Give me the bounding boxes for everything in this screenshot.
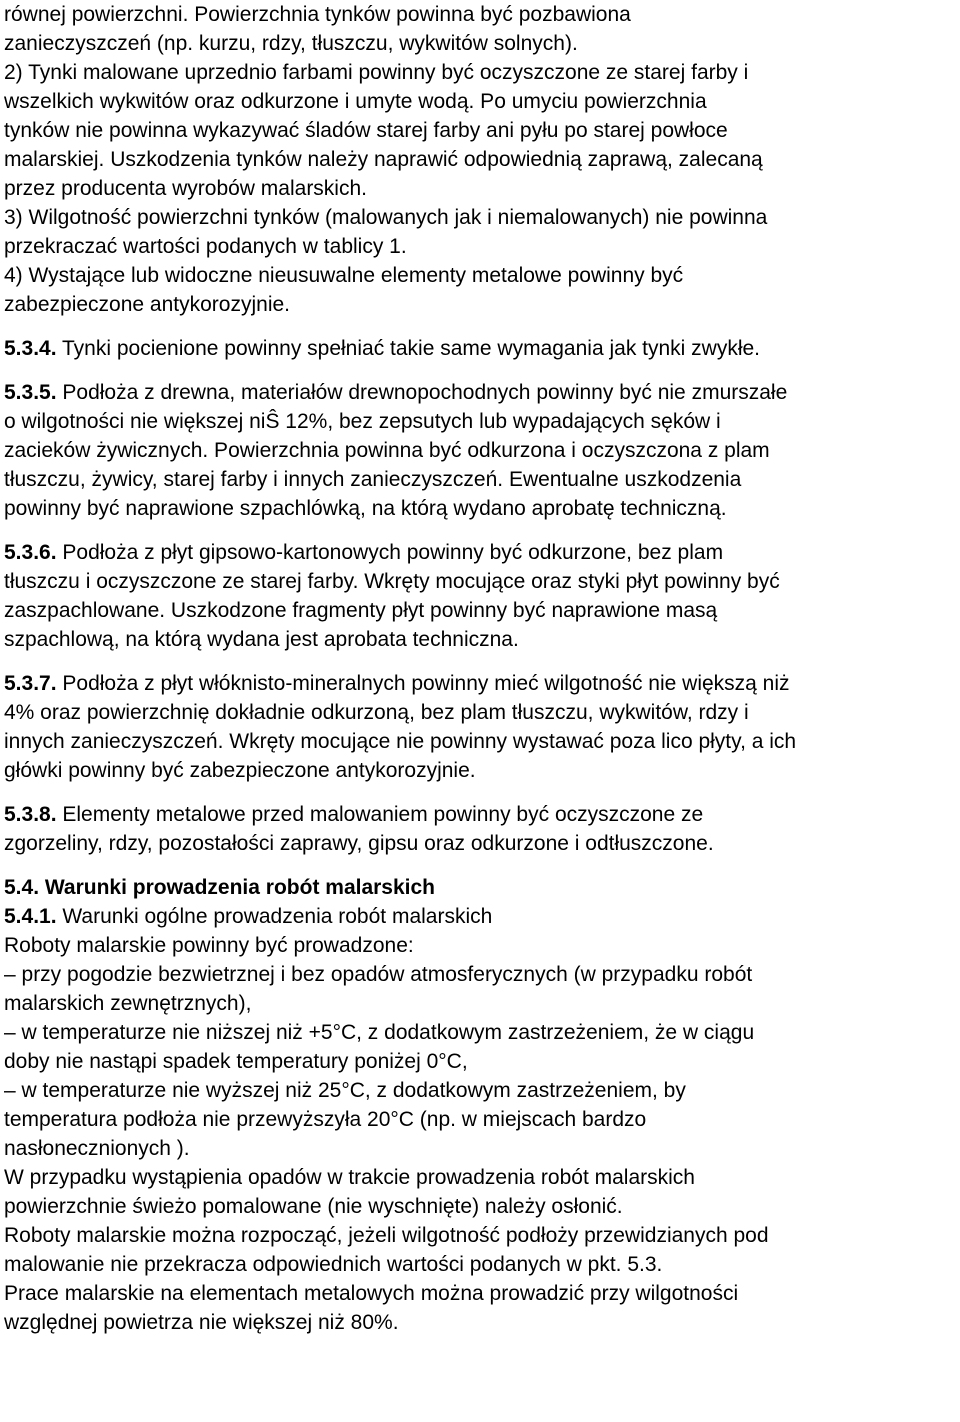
text-line: zanieczyszczeń (np. kurzu, rdzy, tłuszczu, wykwitów solnych).: [4, 32, 578, 55]
text-line: – w temperaturze nie niższej niż +5°C, z dodatkowym zastrzeżeniem, że w ciągu: [4, 1021, 755, 1044]
text-line: o wilgotności nie większej niŜ 12%, bez zepsutych lub wypadających sęków i: [4, 410, 721, 433]
text-line: malowanie nie przekracza odpowiednich wartości podanych w pkt. 5.3.: [4, 1253, 663, 1276]
text-line: zabezpieczone antykorozyjnie.: [4, 293, 291, 316]
section-5-3-8: [4, 800, 956, 858]
text-line: Roboty malarskie można rozpocząć, jeżeli wilgotność podłoży przewidzianych pod: [4, 1224, 769, 1247]
text-line: wszelkich wykwitów oraz odkurzone i umyte wodą. Po umyciu powierzchnia: [4, 90, 707, 113]
section-number: 5.3.6.: [4, 541, 57, 564]
text-line: 2) Tynki malowane uprzednio farbami powinny być oczyszczone ze starej farby i: [4, 61, 749, 84]
section-text: Podłoża z drewna, materiałów drewnopochodnych powinny być nie zmurszałe: [56, 381, 788, 404]
text-line: zgorzeliny, rdzy, pozostałości zaprawy, gipsu oraz odkurzone i odtłuszczone.: [4, 832, 714, 855]
text-line: malarskiej. Uszkodzenia tynków należy naprawić odpowiednią zaprawą, zalecaną: [4, 148, 763, 171]
section-5-3-5: [4, 378, 956, 523]
text-line: powierzchnie świeżo pomalowane (nie wyschnięte) należy osłonić.: [4, 1195, 623, 1218]
text-line: zacieków żywicznych. Powierzchnia powinna być odkurzona i oczyszczona z plam: [4, 439, 770, 462]
text-line: główki powinny być zabezpieczone antykorozyjnie.: [4, 759, 476, 782]
text-line: tynków nie powinna wykazywać śladów starej farby ani pyłu po starej powłoce: [4, 119, 728, 142]
subsection-number: 5.4.1.: [4, 905, 57, 928]
text-line: równej powierzchni. Powierzchnia tynków powinna być pozbawiona: [4, 3, 631, 26]
section-number: 5.3.5.: [4, 381, 57, 404]
text-line: Roboty malarskie powinny być prowadzone:: [4, 934, 414, 957]
text-line: tłuszczu i oczyszczone ze starej farby. Wkręty mocujące oraz styki płyt powinny być: [4, 570, 780, 593]
text-line: nasłonecznionych ).: [4, 1137, 190, 1160]
text-line: szpachlową, na którą wydana jest aprobata techniczna.: [4, 628, 519, 651]
text-line: względnej powietrza nie większej niż 80%.: [4, 1311, 399, 1334]
section-number: 5.3.8.: [4, 803, 57, 826]
text-line: malarskich zewnętrznych),: [4, 992, 252, 1015]
section-5-3-7: [4, 669, 956, 785]
text-line: tłuszczu, żywicy, starej farby i innych zanieczyszczeń. Ewentualne uszkodzenia: [4, 468, 742, 491]
text-line: 3) Wilgotność powierzchni tynków (malowanych jak i niemalowanych) nie powinna: [4, 206, 768, 229]
text-line: – przy pogodzie bezwietrznej i bez opadów atmosferycznych (w przypadku robót: [4, 963, 753, 986]
text-line: przekraczać wartości podanych w tablicy 1.: [4, 235, 407, 258]
text-line: W przypadku wystąpienia opadów w trakcie prowadzenia robót malarskich: [4, 1166, 695, 1189]
section-text: Elementy metalowe przed malowaniem powinny być oczyszczone ze: [56, 803, 704, 826]
text-line: 4) Wystające lub widoczne nieusuwalne elementy metalowe powinny być: [4, 264, 684, 287]
subsection-title: Warunki ogólne prowadzenia robót malarskich: [56, 905, 493, 928]
section-number: 5.3.7.: [4, 672, 57, 695]
text-line: innych zanieczyszczeń. Wkręty mocujące nie powinny wystawać poza lico płyty, a ich: [4, 730, 797, 753]
text-line: doby nie nastąpi spadek temperatury poniżej 0°C,: [4, 1050, 468, 1073]
text-line: powinny być naprawione szpachlówką, na którą wydano aprobatę techniczną.: [4, 497, 727, 520]
section-heading: 5.4. Warunki prowadzenia robót malarskich: [4, 876, 436, 899]
paragraph-surface-prep: [4, 0, 956, 319]
section-5-3-4: [4, 334, 956, 363]
section-5-4: [4, 873, 956, 1337]
text-line: Prace malarskie na elementach metalowych można prowadzić przy wilgotności: [4, 1282, 739, 1305]
section-text: Tynki pocienione powinny spełniać takie same wymagania jak tynki zwykłe.: [56, 337, 761, 360]
section-5-3-6: [4, 538, 956, 654]
text-line: zaszpachlowane. Uszkodzone fragmenty płyt powinny być naprawione masą: [4, 599, 718, 622]
text-line: temperatura podłoża nie przewyższyła 20°C (np. w miejscach bardzo: [4, 1108, 647, 1131]
text-line: 4% oraz powierzchnię dokładnie odkurzoną, bez plam tłuszczu, wykwitów, rdzy i: [4, 701, 749, 724]
text-line: – w temperaturze nie wyższej niż 25°C, z dodatkowym zastrzeżeniem, by: [4, 1079, 686, 1102]
section-number: 5.3.4.: [4, 337, 57, 360]
section-text: Podłoża z płyt gipsowo-kartonowych powinny być odkurzone, bez plam: [56, 541, 724, 564]
section-text: Podłoża z płyt włóknisto-mineralnych powinny mieć wilgotność nie większą niż: [56, 672, 790, 695]
text-line: przez producenta wyrobów malarskich.: [4, 177, 367, 200]
